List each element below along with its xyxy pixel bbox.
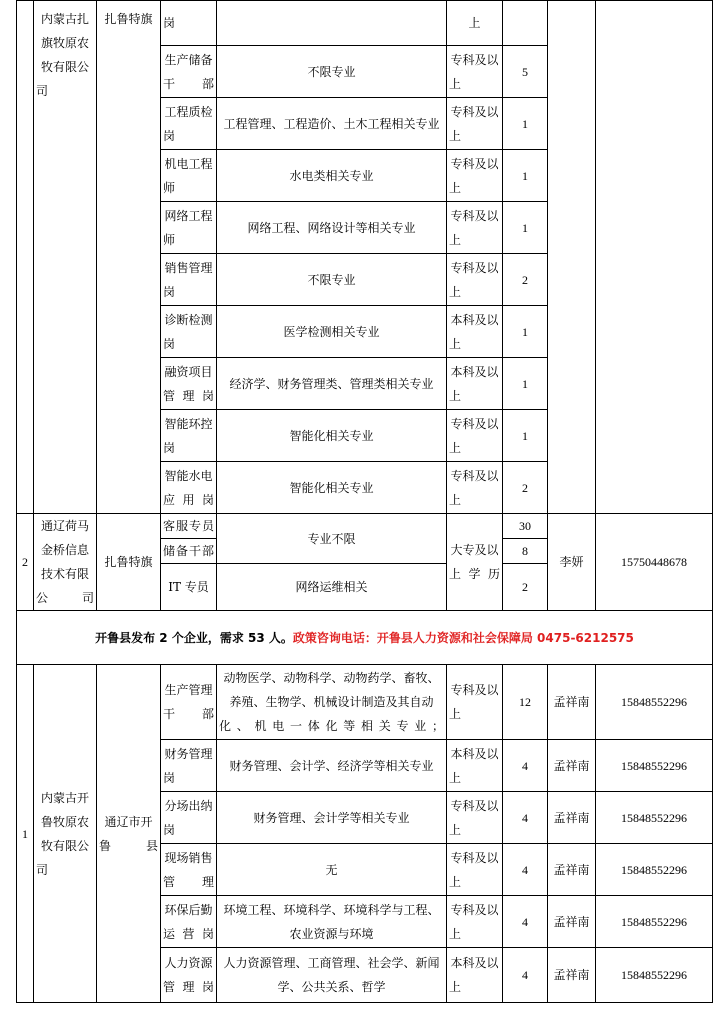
major-cell: 动物医学、动物科学、动物药学、畜牧、养殖、生物学、机械设计制造及其自动化、机电一体化等相关专业； bbox=[217, 665, 447, 740]
position-cell: 环保后勤运营岗 bbox=[161, 896, 217, 948]
count-cell: 1 bbox=[503, 150, 548, 202]
position-cell: 智能环控岗 bbox=[161, 410, 217, 462]
position-cell: 工程质检岗 bbox=[161, 98, 217, 150]
contact-cell: 孟祥南 bbox=[548, 665, 596, 740]
count-cell: 1 bbox=[503, 410, 548, 462]
major-cell: 智能化相关专业 bbox=[217, 410, 447, 462]
contact-cell: 孟祥南 bbox=[548, 896, 596, 948]
education-cell: 专科及以上 bbox=[447, 98, 503, 150]
count-cell: 1 bbox=[503, 358, 548, 410]
company-cell: 通辽荷马金桥信息技术有限公司 bbox=[34, 514, 97, 611]
position-cell: 客服专员 bbox=[161, 514, 217, 539]
count-cell: 2 bbox=[503, 462, 548, 514]
education-cell: 专科及以上 bbox=[447, 150, 503, 202]
phone-cell: 15848552296 bbox=[596, 792, 713, 844]
contact-cell bbox=[548, 1, 596, 514]
position-cell: 诊断检测岗 bbox=[161, 306, 217, 358]
table-row bbox=[17, 1, 713, 46]
position-cell: 储备干部 bbox=[161, 539, 217, 564]
contact-cell: 孟祥南 bbox=[548, 948, 596, 1003]
count-cell: 4 bbox=[503, 792, 548, 844]
position-cell: 机电工程师 bbox=[161, 150, 217, 202]
major-cell: 网络工程、网络设计等相关专业 bbox=[217, 202, 447, 254]
company-cell: 内蒙古开鲁牧原农牧有限公司 bbox=[34, 665, 97, 1003]
education-cell: 专科及以上 bbox=[447, 410, 503, 462]
education-cell: 本科及以上 bbox=[447, 948, 503, 1003]
major-cell: 智能化相关专业 bbox=[217, 462, 447, 514]
index-cell: 1 bbox=[17, 665, 34, 1003]
education-cell: 本科及以上 bbox=[447, 306, 503, 358]
count-cell: 4 bbox=[503, 740, 548, 792]
count-cell: 4 bbox=[503, 844, 548, 896]
major-cell: 专业不限 bbox=[217, 514, 447, 564]
education-cell: 本科及以上 bbox=[447, 740, 503, 792]
position-cell: 分场出纳岗 bbox=[161, 792, 217, 844]
education-cell: 专科及以上 bbox=[447, 792, 503, 844]
education-cell: 专科及以上 bbox=[447, 665, 503, 740]
phone-cell: 15848552296 bbox=[596, 844, 713, 896]
education-cell: 专科及以上 bbox=[447, 462, 503, 514]
education-cell: 专科及以上 bbox=[447, 46, 503, 98]
table-row bbox=[17, 514, 713, 539]
count-cell: 4 bbox=[503, 948, 548, 1003]
location-cell: 扎鲁特旗 bbox=[97, 514, 161, 611]
index-cell bbox=[17, 1, 34, 514]
contact-cell: 李妍 bbox=[548, 514, 596, 611]
position-cell: IT 专员 bbox=[161, 564, 217, 611]
count-cell: 4 bbox=[503, 896, 548, 948]
contact-cell: 孟祥南 bbox=[548, 844, 596, 896]
count-cell: 8 bbox=[503, 539, 548, 564]
count-cell: 1 bbox=[503, 98, 548, 150]
phone-cell bbox=[596, 1, 713, 514]
count-cell: 12 bbox=[503, 665, 548, 740]
education-cell: 专科及以上 bbox=[447, 844, 503, 896]
index-cell: 2 bbox=[17, 514, 34, 611]
major-cell: 人力资源管理、工商管理、社会学、新闻学、公共关系、哲学 bbox=[217, 948, 447, 1003]
position-cell: 销售管理岗 bbox=[161, 254, 217, 306]
major-cell: 环境工程、环境科学、环境科学与工程、农业资源与环境 bbox=[217, 896, 447, 948]
table-row bbox=[17, 665, 713, 740]
major-cell: 财务管理、会计学、经济学等相关专业 bbox=[217, 740, 447, 792]
section-banner bbox=[17, 611, 713, 665]
education-cell: 本科及以上 bbox=[447, 358, 503, 410]
count-cell: 2 bbox=[503, 564, 548, 611]
major-cell: 财务管理、会计学等相关专业 bbox=[217, 792, 447, 844]
major-cell: 经济学、财务管理类、管理类相关专业 bbox=[217, 358, 447, 410]
contact-cell: 孟祥南 bbox=[548, 792, 596, 844]
major-cell: 水电类相关专业 bbox=[217, 150, 447, 202]
company-cell: 内蒙古扎旗牧原农牧有限公司 bbox=[34, 1, 97, 514]
position-cell: 岗 bbox=[161, 1, 217, 46]
education-cell: 上 bbox=[447, 1, 503, 46]
position-cell: 生产管理干部 bbox=[161, 665, 217, 740]
education-cell: 专科及以上 bbox=[447, 896, 503, 948]
major-cell: 不限专业 bbox=[217, 46, 447, 98]
education-cell: 专科及以上 bbox=[447, 254, 503, 306]
position-cell: 融资项目管理岗 bbox=[161, 358, 217, 410]
phone-cell: 15848552296 bbox=[596, 948, 713, 1003]
banner-policy-hotline: 政策咨询电话：开鲁县人力资源和社会保障局 0475-6212575 bbox=[292, 630, 634, 645]
major-cell bbox=[217, 1, 447, 46]
position-cell: 生产储备干部 bbox=[161, 46, 217, 98]
position-cell: 智能水电应用岗 bbox=[161, 462, 217, 514]
major-cell: 医学检测相关专业 bbox=[217, 306, 447, 358]
contact-cell: 孟祥南 bbox=[548, 740, 596, 792]
phone-cell: 15750448678 bbox=[596, 514, 713, 611]
table-row bbox=[17, 611, 713, 665]
education-cell: 专科及以上 bbox=[447, 202, 503, 254]
count-cell: 2 bbox=[503, 254, 548, 306]
major-cell: 无 bbox=[217, 844, 447, 896]
phone-cell: 15848552296 bbox=[596, 665, 713, 740]
count-cell bbox=[503, 1, 548, 46]
education-cell: 大专及以上学历 bbox=[447, 514, 503, 611]
count-cell: 1 bbox=[503, 306, 548, 358]
major-cell: 网络运维相关 bbox=[217, 564, 447, 611]
position-cell: 网络工程师 bbox=[161, 202, 217, 254]
phone-cell: 15848552296 bbox=[596, 740, 713, 792]
location-cell: 扎鲁特旗 bbox=[97, 1, 161, 514]
position-cell: 财务管理岗 bbox=[161, 740, 217, 792]
job-table bbox=[16, 0, 713, 1003]
count-cell: 1 bbox=[503, 202, 548, 254]
location-cell: 通辽市开鲁县 bbox=[97, 665, 161, 1003]
position-cell: 现场销售管理 bbox=[161, 844, 217, 896]
major-cell: 不限专业 bbox=[217, 254, 447, 306]
major-cell: 工程管理、工程造价、土木工程相关专业 bbox=[217, 98, 447, 150]
count-cell: 30 bbox=[503, 514, 548, 539]
banner-summary: 开鲁县发布 2 个企业，需求 53 人。 bbox=[95, 630, 293, 645]
count-cell: 5 bbox=[503, 46, 548, 98]
phone-cell: 15848552296 bbox=[596, 896, 713, 948]
position-cell: 人力资源管理岗 bbox=[161, 948, 217, 1003]
